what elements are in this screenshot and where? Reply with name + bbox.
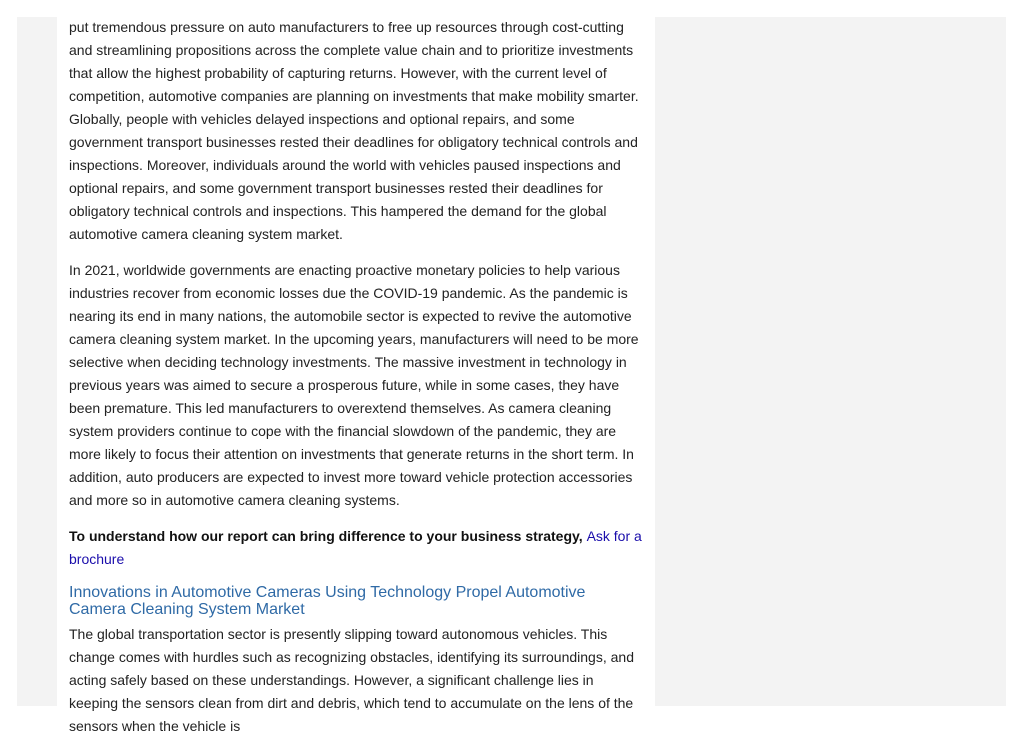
paragraph-autonomous: The global transportation sector is presently slipping toward autonomous vehicles. This change comes with hurdles such as recognizing obstacles, identifying its surroundings, and acting safely based on these understandings. However, a significant challenge lies in keeping the sensors clean from dirt and debris, which tend to accumulate on the lens of the sensors when the vehicle is <box>69 626 634 734</box>
paragraph-covid-impact: put tremendous pressure on auto manufacturers to free up resources through cost-cutting and streamlining propositions across the complete value chain and to prioritize investments that allow the highest probability of capturing returns. However, with the current level of competition, automotive companies are planning on investments that make mobility smarter. Globally, people with vehicles delayed inspections and optional repairs, and some government transport businesses rested their deadlines for obligatory technical controls and inspections. Moreover, individuals around the world with vehicles paused inspections and optional repairs, and some government transport businesses rested their deadlines for obligatory technical controls and inspections. This hampered the demand for the global automotive camera cleaning system market. <box>69 19 639 242</box>
brochure-callout-text: To understand how our report can bring difference to your business strategy, <box>69 528 587 544</box>
paragraph-recovery: In 2021, worldwide governments are enacting proactive monetary policies to help various industries recover from economic losses due the COVID-19 pandemic. As the pandemic is nearing its end in many nations, the automobile sector is expected to revive the automotive camera cleaning system market. In the upcoming years, manufacturers will need to be more selective when deciding technology investments. The massive investment in technology in previous years was aimed to secure a prosperous future, while in some cases, they have been premature. This led manufacturers to overextend themselves. As camera cleaning system providers continue to cope with the financial slowdown of the pandemic, they are more likely to focus their attention on investments that generate returns in the short term. In addition, auto producers are expected to invest more toward vehicle protection accessories and more so in automotive camera cleaning systems. <box>69 262 639 508</box>
left-gutter <box>17 17 57 706</box>
right-sidebar-panel <box>655 17 1006 706</box>
section-heading: Innovations in Automotive Cameras Using Technology Propel Automotive Camera Cleaning System Market <box>69 584 586 618</box>
ask-for-brochure-link[interactable]: Ask for a brochure <box>69 528 642 567</box>
brochure-callout <box>69 525 643 571</box>
article-body <box>69 16 643 734</box>
